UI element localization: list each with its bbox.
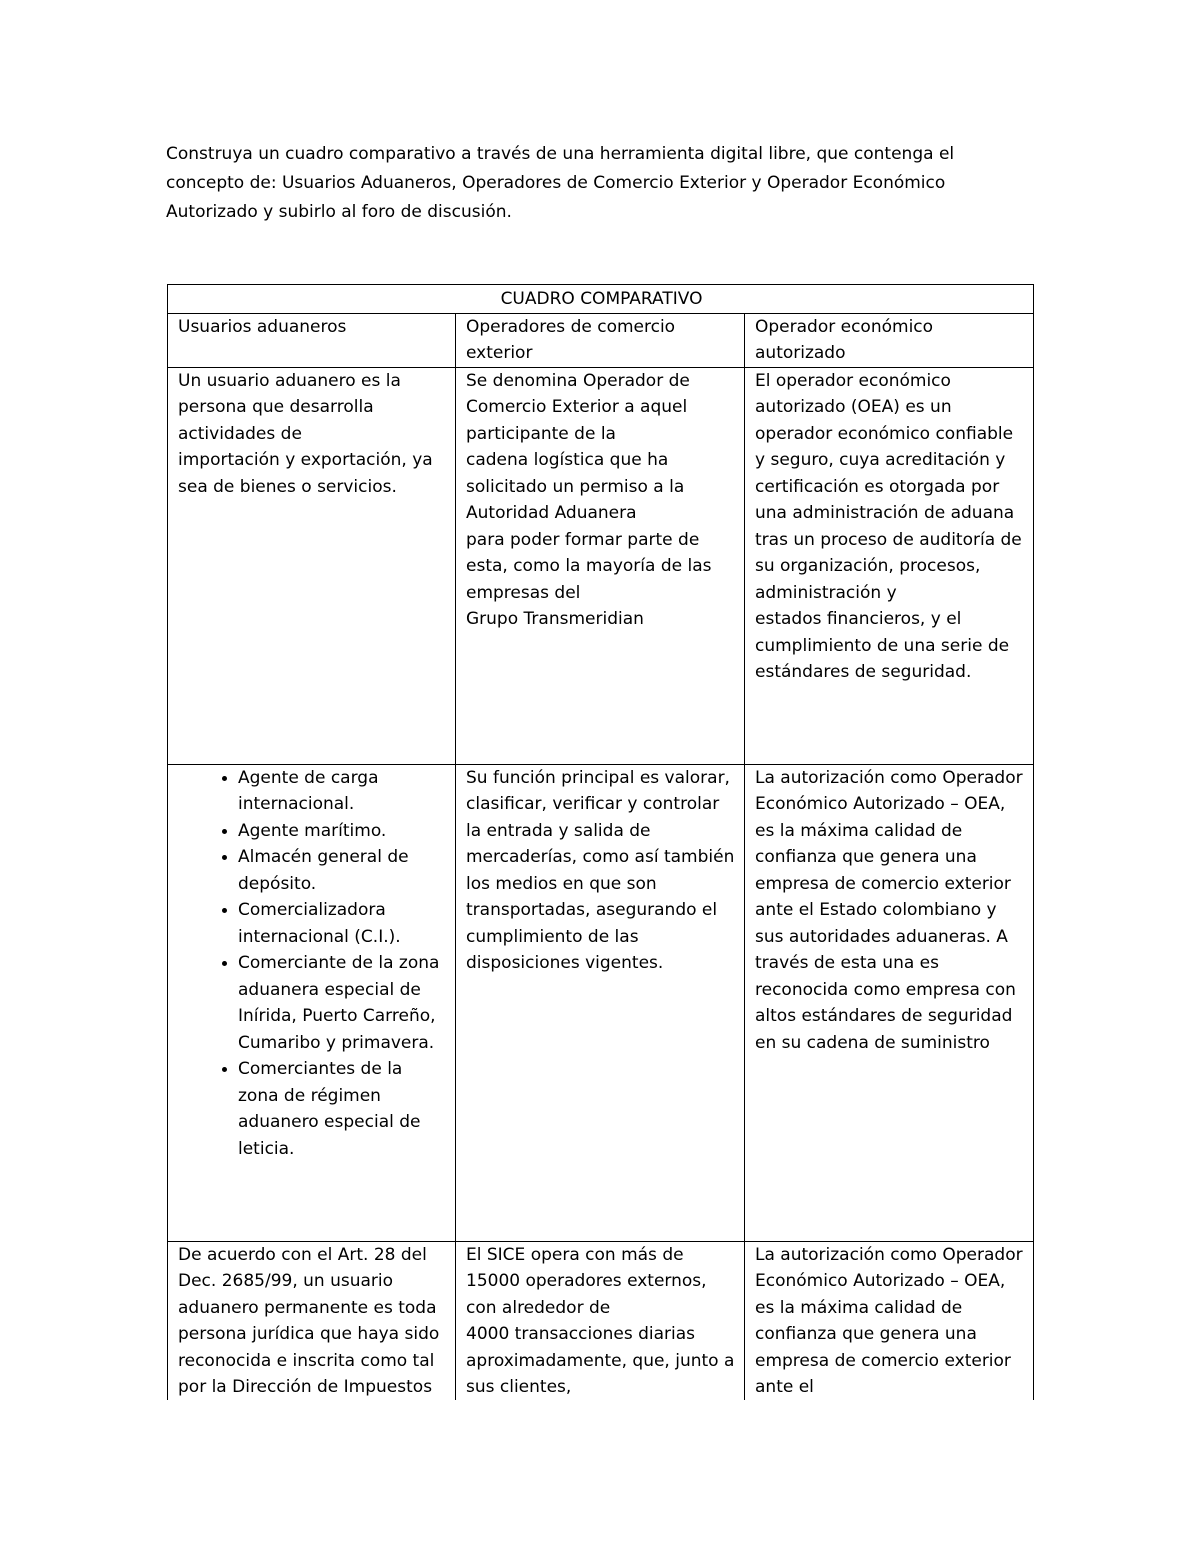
list-item: • Almacén general de depósito. <box>238 844 447 897</box>
header-operador-economico-autorizado: Operador económico autorizado <box>745 313 1034 367</box>
list-item: • Comerciantes de la zona de régimen aduanero especial de leticia. <box>238 1056 447 1162</box>
authorization-oea: La autorización como Operador Económico Autorizado – OEA, es la máxima calidad de confianza que genera una empresa de comercio exterior ante el Estado colombiano y sus autoridades aduaneras. A través de esta una es reconocida como empresa con altos estándares de seguridad en su cadena de suministro <box>755 767 1023 1053</box>
table-cell <box>456 1241 745 1400</box>
table-row <box>168 1241 1034 1400</box>
table-cell <box>168 367 456 764</box>
instruction-paragraph: Construya un cuadro comparativo a través de una herramienta digital libre, que contenga el concepto de: Usuarios Aduaneros, Operadores de Comercio Exterior y Operador Económico Autorizado y subirlo al foro de discusión. <box>166 144 955 222</box>
table-cell <box>168 1241 456 1400</box>
user-types-list <box>168 765 447 1163</box>
table-row <box>168 367 1034 764</box>
table-header-row <box>168 313 1034 367</box>
comparison-table <box>167 284 1034 1400</box>
table-cell <box>456 764 745 1241</box>
header-usuarios-aduaneros: Usuarios aduaneros <box>168 313 456 367</box>
table-cell <box>745 1241 1034 1400</box>
list-item: • Agente de carga internacional. <box>238 765 447 818</box>
list-item: • Agente marítimo. <box>238 818 447 845</box>
table-cell <box>745 764 1034 1241</box>
table-title-row <box>168 285 1034 314</box>
definition-usuarios-aduaneros: Un usuario aduanero es la persona que desarrolla actividades de importación y exportación, ya sea de bienes o servicios. <box>178 370 433 497</box>
header-operadores-comercio-exterior: Operadores de comercio exterior <box>456 313 745 367</box>
list-item: • Comerciante de la zona aduanera especial de Inírida, Puerto Carreño, Cumaribo y primavera. <box>238 950 447 1056</box>
table-cell <box>168 764 456 1241</box>
table-cell <box>745 367 1034 764</box>
function-operadores-comercio-exterior: Su función principal es valorar, clasificar, verificar y controlar la entrada y salida de mercaderías, como así también los medios en que son transportadas, asegurando el cumplimiento de las disposiciones vigentes. <box>466 767 735 973</box>
definition-operador-economico-autorizado: El operador económico autorizado (OEA) es un operador económico confiable y seguro, cuya acreditación y certificación es otorgada por una administración de aduana tras un proceso de auditoría de su organización, procesos, administración y estados financieros, y el cumplimiento de una serie de estándares de seguridad. <box>755 370 1022 682</box>
table-cell <box>456 367 745 764</box>
usuario-aduanero-permanente: De acuerdo con el Art. 28 del Dec. 2685/99, un usuario aduanero permanente es toda persona jurídica que haya sido reconocida e inscrita como tal por la Dirección de Impuestos <box>178 1244 440 1397</box>
authorization-oea-repeat: La autorización como Operador Económico Autorizado – OEA, es la máxima calidad de confianza que genera una empresa de comercio exterior ante el <box>755 1244 1023 1397</box>
definition-operadores-comercio-exterior: Se denomina Operador de Comercio Exterior a aquel participante de la cadena logística que ha solicitado un permiso a la Autoridad Aduanera para poder formar parte de esta, como la mayoría de las empresas del Grupo Transmeridian <box>466 370 712 629</box>
sice-operators: El SICE opera con más de 15000 operadores externos, con alrededor de 4000 transacciones diarias aproximadamente, que, junto a sus clientes, <box>466 1244 735 1397</box>
list-item: • Comercializadora internacional (C.I.). <box>238 897 447 950</box>
table-title: CUADRO COMPARATIVO <box>168 285 1034 314</box>
table-row <box>168 764 1034 1241</box>
